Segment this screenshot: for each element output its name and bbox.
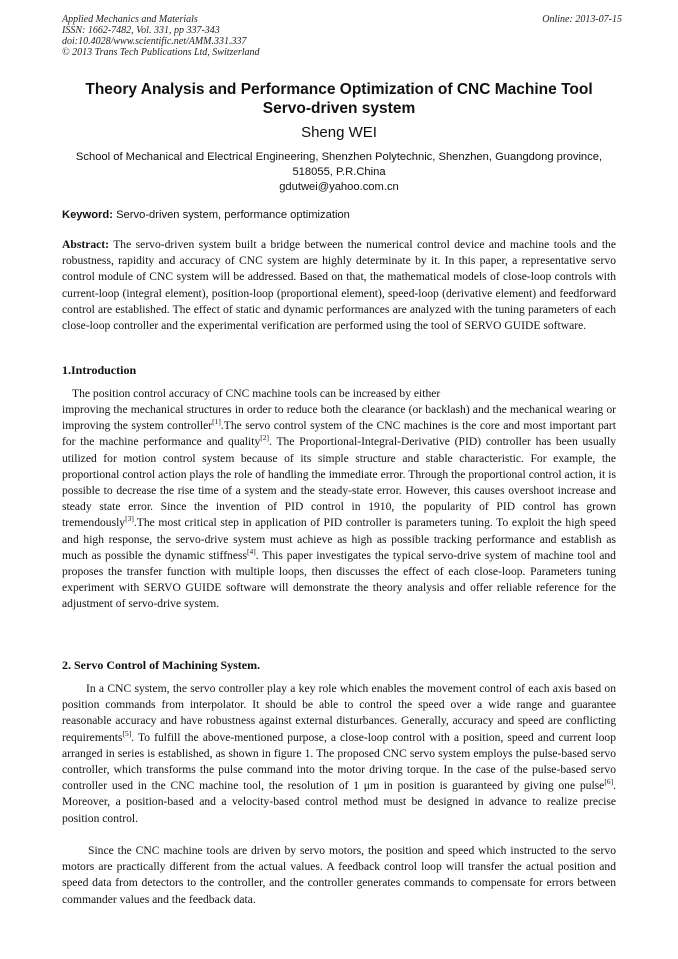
intro-paragraph: [62, 402, 616, 613]
citation-6[interactable]: [6]: [604, 777, 614, 787]
abstract-text: The servo-driven system built a bridge between the numerical control device and machine tools and the robustness, rapidity and accuracy of CNC system are highly determinate by it. In this paper, a representative servo control module of CNC system will be addressed. Based on that, the mathematical models of close-loop controls with current-loop (integral element), position-loop (proportional element), speed-loop (derivative element) and feedforward control are established. The effect of static and dynamic performances are analyzed with the tuning parameters of each close-loop controller and the experimental verification are performed using the tool of SERVO GUIDE software.: [62, 238, 616, 333]
servo-text-3: . Moreover, a position-based and a velocity-based control method must be designed in advance to realize precise position control.: [62, 779, 616, 825]
keywords: [62, 208, 616, 222]
paper-title: Theory Analysis and Performance Optimization of CNC Machine Tool Servo-driven system: [85, 81, 593, 117]
citation-5[interactable]: [5]: [122, 728, 132, 738]
author-affiliation: School of Mechanical and Electrical Engineering, Shenzhen Polytechnic, Shenzhen, Guangdong province, 518055, P.R.China: [75, 151, 603, 178]
citation-2[interactable]: [2]: [260, 433, 270, 443]
servo-paragraph-1: [62, 681, 616, 827]
author-affiliation-block: [62, 150, 616, 195]
online-date: Online: 2013-07-15: [542, 14, 622, 25]
servo-text-1: In a CNC system, the servo controller play a key role which enables the movement control of each axis based on position commands from interpolator. It should be able to control the speed over a wide range and guarantee reasonable accuracy and have robustness against external disturbances. Generally, accuracy and speed are conflicting requirements: [62, 682, 616, 744]
servo-text-2: . To fulfill the above-mentioned purpose, a close-loop control with a position, speed and current loop arranged in series is established, as shown in figure 1. The proposed CNC servo system employs the pulse-based servo controller, which transforms the pulse command into the motor driving torque. In the case of the pulse-based servo controller used in the CNC machine tool, the resolution of 1 μm in position is guaranteed by giving one pulse: [62, 730, 616, 793]
abstract: [62, 237, 616, 334]
journal-name: Applied Mechanics and Materials: [62, 14, 198, 25]
intro-text-5: . This paper investigates the typical servo-drive system of machine tool and proposes the transfer function with multiple loops, then discusses the effect of each close-loop. Parameters tuning experiment with SERVO GUIDE software will demonstrate the theory analysis and offer reliable reference for the adjustment of servo-drive system.: [62, 548, 616, 611]
journal-copyright: © 2013 Trans Tech Publications Ltd, Switzerland: [62, 47, 260, 58]
intro-text-4: .The most critical step in application of PID controller is parameters tuning. To exploit the high speed and high response, the servo-drive system must achieve as high as possible tracking performance and establish as much as possible the dynamic stiffness: [62, 516, 616, 562]
citation-4[interactable]: [4]: [247, 546, 256, 556]
citation-1[interactable]: [1]: [212, 417, 221, 427]
intro-text-2: .The servo control system of the CNC machines is the core and most important part for the machine performance and quality: [62, 419, 616, 449]
journal-issn: ISSN: 1662-7482, Vol. 331, pp 337-343: [62, 25, 220, 36]
keyword-label: Keyword:: [62, 209, 113, 221]
section-heading-introduction: 1.Introduction: [62, 363, 137, 377]
section-heading-servo-control: 2. Servo Control of Machining System.: [62, 658, 261, 672]
journal-doi: doi:10.4028/www.scientific.net/AMM.331.337: [62, 36, 247, 47]
servo-paragraph-2: Since the CNC machine tools are driven by servo motors, the position and speed which instructed to the servo motors are practically different from the actual values. A feedback control loop will transfer the actual position and speed data from detectors to the controller, and the controller generates commands to compensate for errors between commander values and the feedback data.: [62, 844, 616, 906]
citation-3[interactable]: [3]: [125, 514, 134, 524]
intro-text-3: . The Proportional-Integral-Derivative (PID) controller has been usually utilized for motion control system because of its simple structure and stable characteristic. For example, the proportional control action plays the role of handling the immediate error. Through the proportional control action, it is possible to decrease the rise time of a system and the steady-state error. However, this causes overshoot increase and steady state error. Since the invention of PID control in 1910, the popularity of PID control has grown tremendously: [62, 435, 616, 530]
keyword-text: Servo-driven system, performance optimization: [112, 209, 350, 221]
intro-first-line: The position control accuracy of CNC machine tools can be increased by either: [72, 387, 441, 400]
intro-text-1: improving the mechanical structures in order to reduce both the clearance (or backlash) and the mechanical wearing or improving the system controller: [62, 403, 616, 433]
abstract-label: Abstract:: [62, 238, 110, 251]
journal-header: [62, 14, 622, 58]
author-email: gdutwei@yahoo.com.cn: [279, 181, 399, 193]
paper-author: Sheng WEI: [301, 124, 377, 141]
